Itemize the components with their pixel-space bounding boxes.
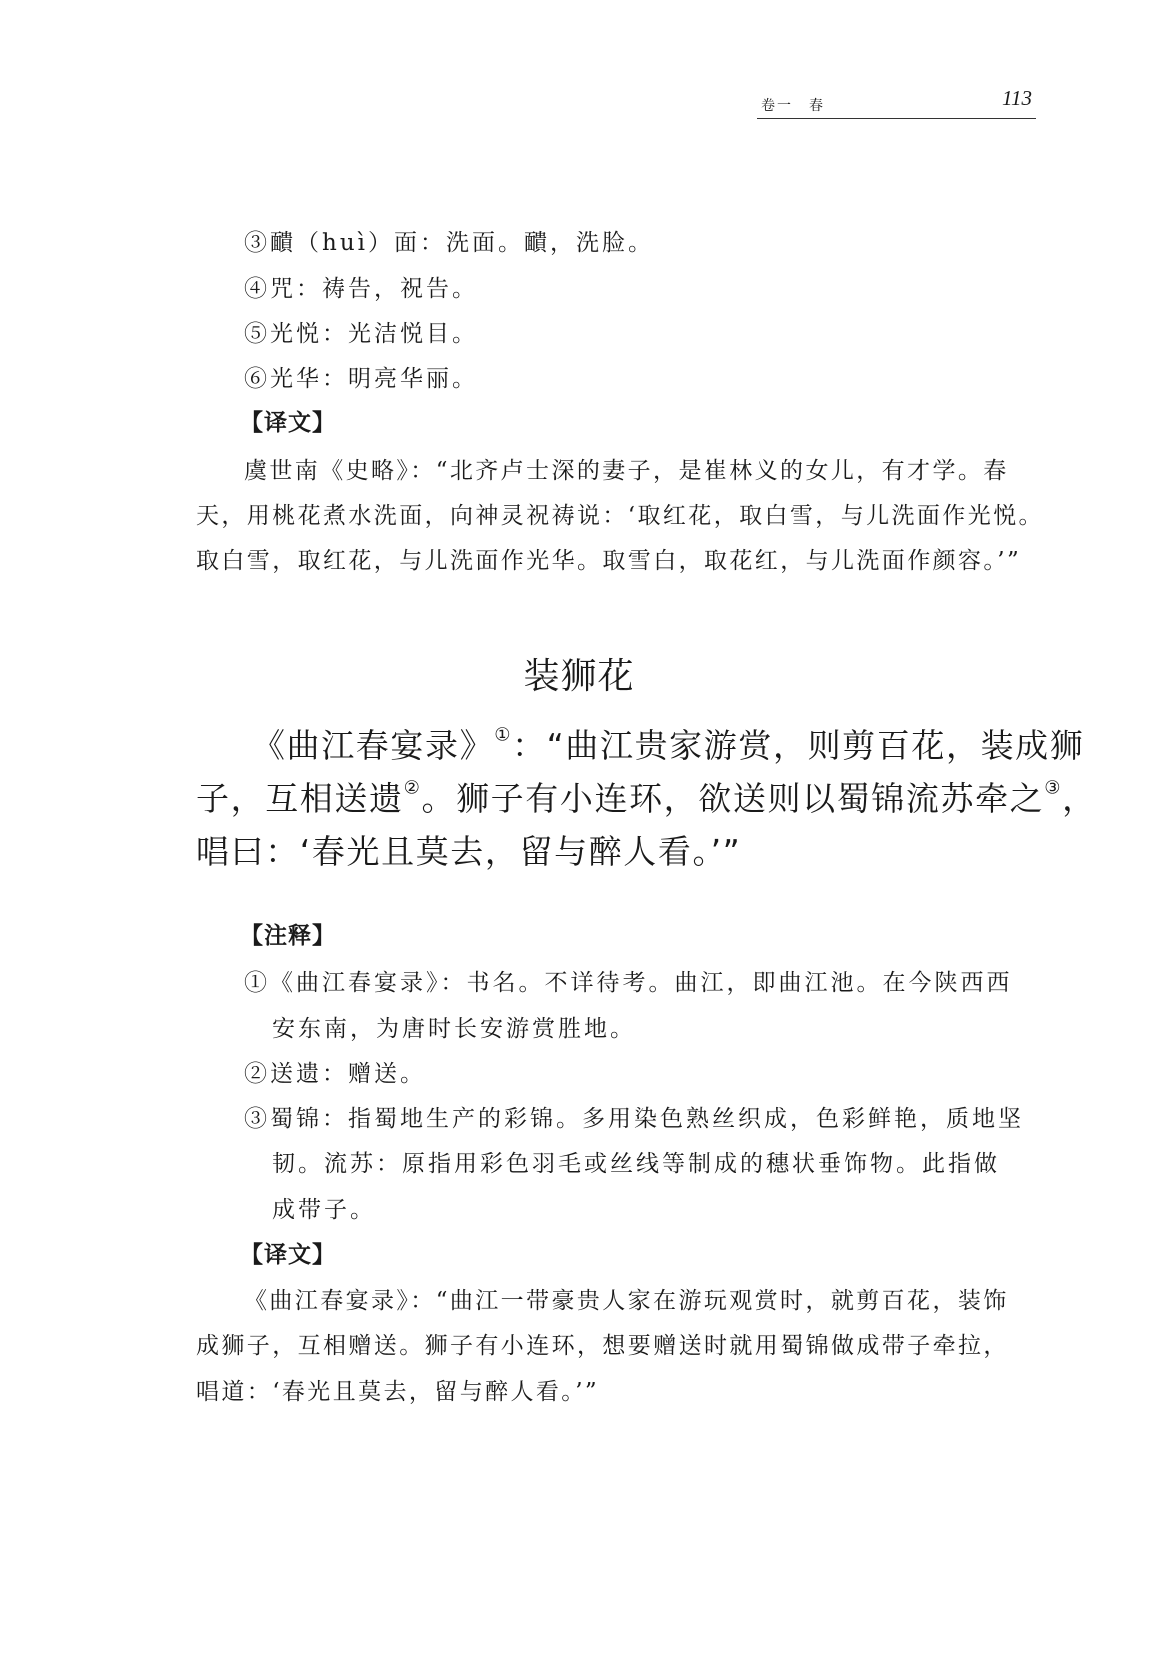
section-title: 装狮花 (523, 656, 635, 697)
translation-line: 唱道：‘春光且莫去，留与醉人看。’” (196, 1379, 600, 1405)
quote-line-2 (196, 773, 1097, 820)
footnote-ref-3: ③ (1044, 777, 1063, 799)
quote-text: 。狮子有小连环，欲送则以蜀锦流苏牵之 (421, 779, 1045, 818)
note-line: ④咒：祷告，祝告。 (244, 276, 478, 302)
note-line: ③蜀锦：指蜀地生产的彩锦。多用染色熟丝织成，色彩鲜艳，质地坚 (244, 1106, 1024, 1132)
note-line: ②送遗：赠送。 (244, 1061, 426, 1087)
quote-text: ， (1062, 779, 1097, 818)
note-line: 安东南，为唐时长安游赏胜地。 (272, 1016, 636, 1042)
quote-source: 《曲江春宴录》 (252, 726, 495, 765)
translation-line: 成狮子，互相赠送。狮子有小连环，想要赠送时就用蜀锦做成带子牵拉， (196, 1333, 1009, 1359)
notes-label: 【注释】 (240, 923, 336, 949)
note-line: 成带子。 (272, 1197, 376, 1223)
page-number: 113 (1002, 86, 1032, 110)
quote-line-3: 唱曰：‘春光且莫去，留与醉人看。’” (196, 832, 742, 871)
translation-label: 【译文】 (240, 1242, 336, 1268)
running-title: 卷一 春 (761, 98, 825, 114)
note-line: ①《曲江春宴录》：书名。不详待考。曲江，即曲江池。在今陕西西 (244, 970, 1013, 996)
note-line: ⑤光悦：光洁悦目。 (244, 321, 478, 347)
translation-line: 《曲江春宴录》：“曲江一带豪贵人家在游玩观赏时，就剪百花，装饰 (244, 1288, 1009, 1314)
prev-translation-line: 取白雪，取红花，与儿洗面作光华。取雪白，取花红，与儿洗面作颜容。’” (196, 548, 1022, 574)
note-line: 韧。流苏：原指用彩色羽毛或丝线等制成的穗状垂饰物。此指做 (272, 1151, 1000, 1177)
running-header (757, 86, 1036, 119)
footnote-ref-1: ① (494, 724, 513, 746)
prev-translation-label: 【译文】 (240, 410, 336, 436)
prev-translation-line: 虞世南《史略》：“北齐卢士深的妻子，是崔林义的女儿，有才学。春 (244, 458, 1009, 484)
quote-text: ：“曲江贵家游赏，则剪百花，装成狮 (512, 726, 1085, 765)
footnote-ref-2: ② (403, 777, 422, 799)
quote-line-1 (252, 720, 1084, 767)
quote-text: 子，互相送遗 (196, 779, 404, 818)
prev-translation-line: 天，用桃花煮水洗面，向神灵祝祷说：‘取红花，取白雪，与儿洗面作光悦。 (196, 503, 1044, 529)
note-line: ⑥光华：明亮华丽。 (244, 366, 478, 392)
note-line: ③靧（huì）面：洗面。靧，洗脸。 (244, 230, 654, 256)
